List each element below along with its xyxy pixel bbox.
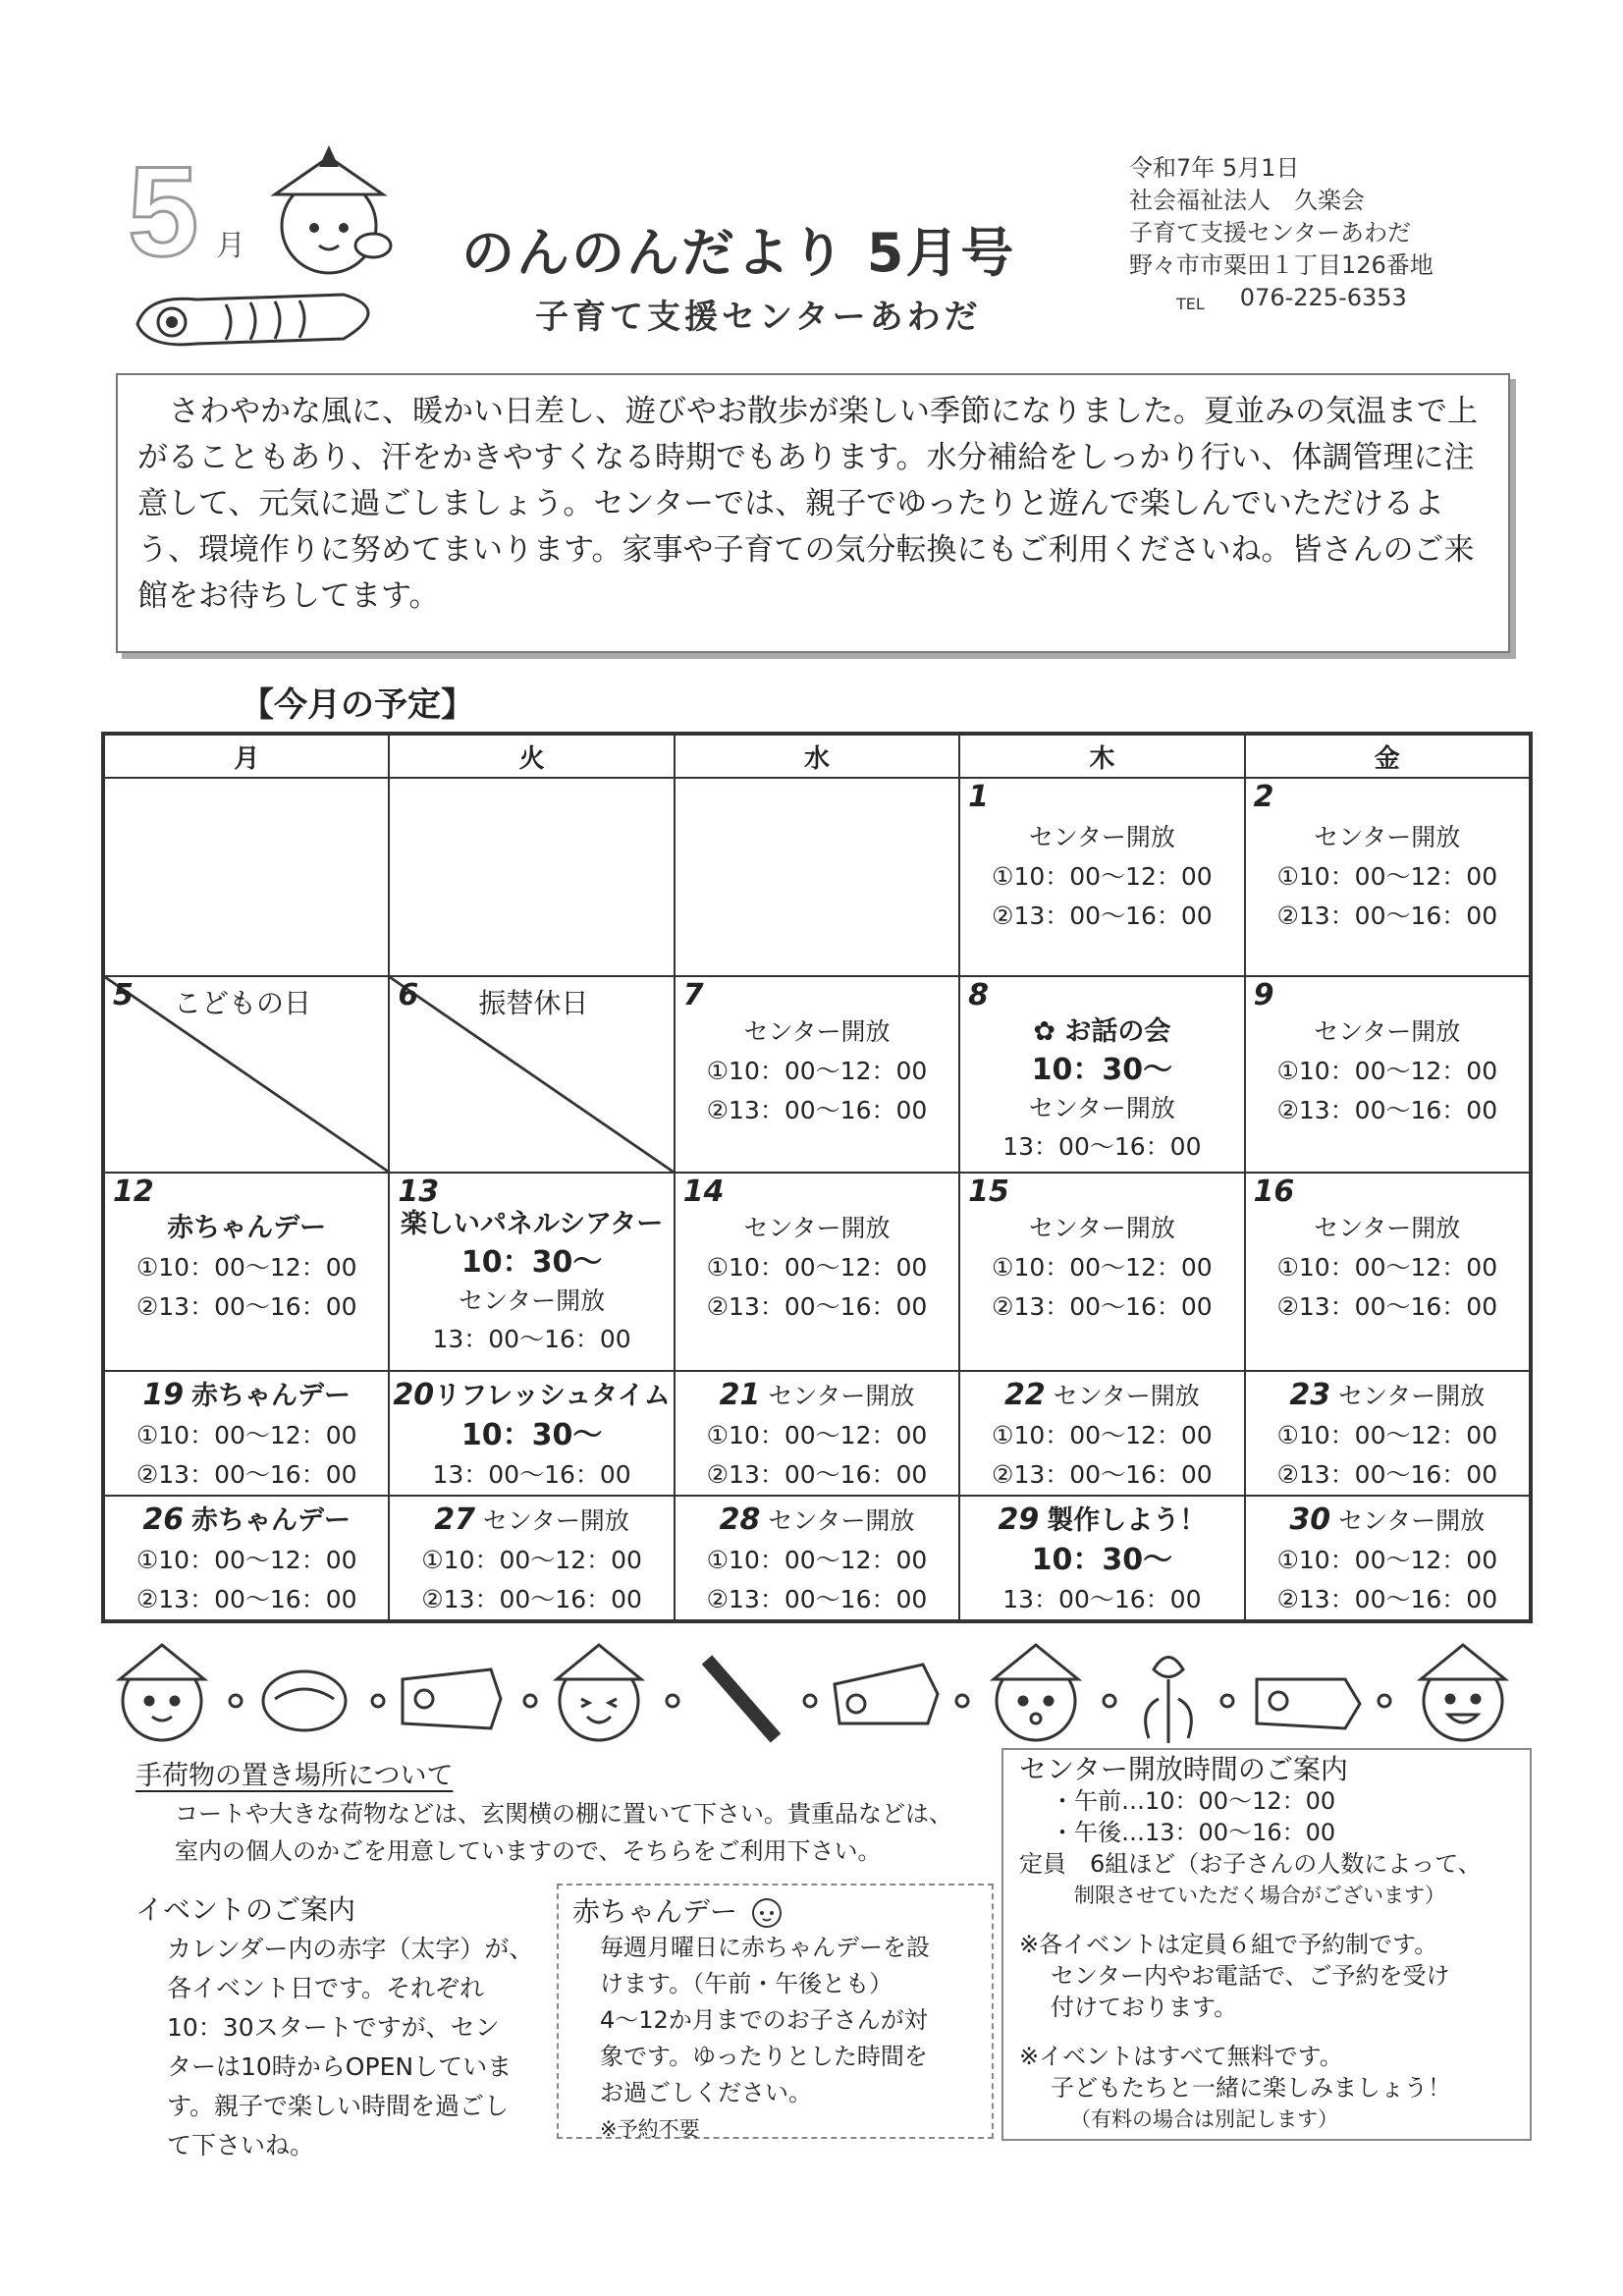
carp-streamer-icon: [403, 1669, 501, 1728]
open-label: センター開放: [482, 1506, 629, 1535]
calendar-cell-empty: [675, 778, 959, 976]
day-number: 23: [1289, 1378, 1331, 1412]
free-note: ※イベントはすべて無料です。: [1019, 2043, 1343, 2070]
calendar-cell-empty: [104, 778, 389, 976]
calendar-week: [104, 976, 1530, 1173]
calendar-cell: [675, 1173, 959, 1371]
carp-streamer-icon: [835, 1665, 938, 1723]
events-line: ターは10時からOPENしていま: [167, 2052, 513, 2081]
day-number: 28: [719, 1503, 761, 1537]
event-name: 赤ちゃんデー: [167, 1213, 327, 1243]
hours-heading: センター開放時間のご案内: [1019, 1753, 1348, 1785]
pm-hours: ②13：00～16：00: [1276, 1292, 1498, 1321]
open-label: センター開放: [1314, 1214, 1461, 1242]
calendar-cell: [1245, 778, 1530, 976]
am-hours: ①10：00～12：00: [992, 1253, 1213, 1282]
child-face-icon: [120, 1645, 204, 1740]
day-number: 20: [393, 1378, 435, 1412]
calendar-week: [104, 1496, 1530, 1620]
calendar-cell: [1245, 976, 1530, 1173]
hours-am: ・午前…10：00～12：00: [1051, 1787, 1336, 1815]
open-label: センター開放: [459, 1286, 606, 1315]
iris-flower-icon: [1146, 1658, 1192, 1744]
reservation-note: 付けております。: [1051, 1994, 1238, 2021]
pm-hours: 13：00～16：00: [1002, 1585, 1202, 1613]
newsletter-title: のんのんだより 5月号: [461, 222, 1016, 284]
am-hours: ①10：00～12：00: [1276, 1421, 1498, 1449]
open-label: センター開放: [768, 1506, 915, 1535]
am-hours: ①10：00～12：00: [1276, 1546, 1498, 1574]
schedule-heading: 【今月の予定】: [241, 685, 474, 725]
event-time: 10：30～: [460, 1418, 603, 1452]
open-label: センター開放: [1028, 1214, 1175, 1242]
calendar-cell: [389, 1173, 674, 1371]
newsletter-subtitle: 子育て支援センターあわだ: [535, 298, 982, 337]
child-face-icon: [1421, 1645, 1505, 1740]
free-note: 子どもたちと一緒に楽しみましょう！: [1051, 2074, 1451, 2102]
baby-face-icon: [747, 1895, 786, 1929]
pm-hours: ②13：00～16：00: [135, 1292, 357, 1321]
calendar-week: [104, 778, 1530, 976]
event-time: 10：30～: [1031, 1053, 1173, 1087]
open-label: センター開放: [1338, 1506, 1486, 1535]
child-face-icon: [557, 1645, 641, 1740]
am-hours: ①10：00～12：00: [706, 1057, 928, 1085]
day-number: 1: [968, 780, 990, 814]
day-number: 8: [968, 978, 990, 1012]
weekday-wed: 水: [675, 735, 959, 778]
day-number: 2: [1253, 780, 1274, 814]
day-number: 26: [142, 1503, 185, 1537]
pm-hours: ②13：00～16：00: [1276, 1460, 1498, 1489]
baby-day-line: 4～12か月までのお子さんが対: [600, 2006, 928, 2034]
am-hours: ①10：00～12：00: [135, 1253, 357, 1282]
calendar-cell-empty: [389, 778, 674, 976]
day-number: 13: [398, 1175, 440, 1209]
calendar-week: [104, 1173, 1530, 1371]
issue-date: 令和7年 5月1日: [1129, 154, 1300, 182]
pm-hours: 13：00～16：00: [432, 1460, 631, 1489]
baby-day-note: ※予約不要: [600, 2117, 700, 2141]
calendar-table: [103, 734, 1531, 1621]
am-hours: ①10：00～12：00: [992, 1421, 1213, 1449]
capacity-line: 制限させていただく場合がございます）: [1074, 1884, 1445, 1907]
baby-day-box: [557, 1884, 994, 2139]
am-hours: ①10：00～12：00: [706, 1546, 928, 1574]
pm-hours: ②13：00～16：00: [992, 902, 1213, 930]
calendar-cell: [959, 1496, 1244, 1620]
pm-hours: ②13：00～16：00: [1276, 1585, 1498, 1613]
child-face-icon: [994, 1645, 1078, 1740]
pm-hours: ②13：00～16：00: [706, 1096, 928, 1124]
baggage-notice: [135, 1758, 980, 1870]
day-number: 14: [682, 1175, 725, 1209]
events-line: 各イベント日です。それぞれ: [167, 1974, 485, 2002]
open-label: センター開放: [1028, 1094, 1175, 1122]
pm-hours: ②13：00～16：00: [706, 1460, 928, 1489]
am-hours: ①10：00～12：00: [706, 1253, 928, 1282]
event-name: リフレッシュタイム: [434, 1381, 671, 1411]
event-time: 10：30～: [460, 1245, 603, 1280]
day-number: 29: [998, 1503, 1040, 1537]
day-number: 12: [113, 1175, 154, 1209]
calendar-cell: [104, 1371, 389, 1496]
reservation-note: センター内やお電話で、ご予約を受け: [1051, 1962, 1450, 1990]
events-line: 10：30スタートですが、セン: [167, 2013, 500, 2042]
events-info: [135, 1890, 548, 2165]
day-number: 22: [1004, 1378, 1046, 1412]
pm-hours: ②13：00～16：00: [706, 1292, 928, 1321]
rice-cake-icon: [263, 1671, 346, 1730]
open-label: センター開放: [1338, 1382, 1486, 1410]
calendar-cell: [1245, 1173, 1530, 1371]
calendar-cell: [959, 976, 1244, 1173]
open-label: センター開放: [1314, 1017, 1461, 1046]
calendar-cell: [959, 1173, 1244, 1371]
calendar-cell: [675, 1371, 959, 1496]
pm-hours: ②13：00～16：00: [1276, 1096, 1498, 1124]
baggage-line: コートや大きな荷物などは、玄関横の棚に置いて下さい。貴重品などは、: [175, 1800, 952, 1828]
day-number: 16: [1253, 1175, 1295, 1209]
center-name: 子育て支援センターあわだ: [1129, 219, 1412, 246]
baby-day-line: お過ごしください。: [600, 2079, 812, 2106]
calendar-cell-holiday: [104, 976, 389, 1173]
tel-number: 076-225-6353: [1239, 284, 1407, 311]
free-note: （有料の場合は別記します）: [1070, 2107, 1338, 2131]
calendar-week: [104, 1371, 1530, 1496]
pm-hours: ②13：00～16：00: [1276, 902, 1498, 930]
weekday-thu: 木: [959, 735, 1244, 778]
calendar-cell: [675, 976, 959, 1173]
events-line: す。親子で楽しい時間を過ごし: [167, 2092, 510, 2120]
weekday-tue: 火: [389, 735, 674, 778]
calendar-cell: [1245, 1496, 1530, 1620]
day-number: 5: [113, 978, 134, 1012]
am-hours: ①10：00～12：00: [135, 1546, 357, 1574]
pm-hours: ②13：00～16：00: [135, 1460, 357, 1489]
issuer-block: [1129, 152, 1434, 320]
tel-line: [1129, 282, 1434, 320]
baby-day-line: 象です。ゆったりとした時間を: [600, 2043, 928, 2070]
calendar-cell: [389, 1371, 674, 1496]
capacity-line: 定員 6組ほど（お子さんの人数によって、: [1019, 1850, 1482, 1878]
events-line: て下さいね。: [167, 2131, 315, 2159]
day-number: 21: [719, 1378, 761, 1412]
intro-text: さわやかな風に、暖かい日差し、遊びやお散歩が楽しい季節になりました。夏並みの気温まで上がることもあり、汗をかきやすくなる時期でもあります。水分補給をしっかり行い、体調管理に注意して、元気に過ごしましょう。センターでは、親子でゆったりと遊んで楽しんでいただけるよう、環境作りに努めてまいります。家事や子育ての気分転換にもご利用くださいね。皆さんのご来館をお待ちしてます。: [137, 394, 1478, 614]
open-label: センター開放: [1053, 1382, 1200, 1410]
day-number: 6: [398, 978, 419, 1012]
day-number: 9: [1253, 978, 1274, 1012]
calendar-cell: [959, 778, 1244, 976]
event-name: 製作しよう！: [1047, 1505, 1207, 1536]
calendar-cell-holiday: [389, 976, 674, 1173]
am-hours: ①10：00～12：00: [135, 1421, 357, 1449]
calendar-cell: [1245, 1371, 1530, 1496]
carp-icon: [707, 1660, 776, 1738]
baggage-line: 室内の個人のかごを用意していますので、そちらをご利用下さい。: [175, 1837, 882, 1865]
calendar-cell: [675, 1496, 959, 1620]
open-label: センター開放: [1314, 823, 1461, 851]
event-name: 赤ちゃんデー: [191, 1505, 352, 1536]
day-number: 7: [682, 978, 704, 1012]
event-name: ✿ お話の会: [1033, 1016, 1171, 1047]
holiday-label: 振替休日: [478, 987, 589, 1019]
month-badge-number: 5: [128, 139, 199, 283]
pm-hours: ②13：00～16：00: [992, 1460, 1213, 1489]
calendar-cell: [959, 1371, 1244, 1496]
am-hours: ①10：00～12：00: [706, 1421, 928, 1449]
month-badge-suffix: 月: [216, 230, 245, 262]
pm-hours: ②13：00～16：00: [992, 1292, 1213, 1321]
open-label: センター開放: [768, 1382, 915, 1410]
baggage-heading: 手荷物の置き場所について: [135, 1761, 454, 1791]
pm-hours: ②13：00～16：00: [421, 1585, 642, 1613]
event-time: 10：30～: [1031, 1543, 1173, 1577]
day-number: 27: [434, 1503, 475, 1537]
am-hours: ①10：00～12：00: [1276, 1057, 1498, 1085]
event-name: 赤ちゃんデー: [191, 1381, 352, 1411]
open-label: センター開放: [743, 1214, 891, 1242]
am-hours: ①10：00～12：00: [1276, 862, 1498, 891]
hours-pm: ・午後…13：00～16：00: [1051, 1819, 1336, 1846]
tel-label: TEL: [1176, 295, 1205, 313]
carp-streamer-icon: [1257, 1679, 1360, 1728]
events-line: カレンダー内の赤字（太字）が、: [167, 1935, 534, 1963]
opening-hours-box: [1001, 1748, 1532, 2141]
weekday-fri: 金: [1245, 735, 1530, 778]
open-label: センター開放: [743, 1017, 891, 1046]
am-hours: ①10：00～12：00: [992, 862, 1213, 891]
event-name: 楽しいパネルシアター: [400, 1209, 664, 1239]
day-number: 30: [1289, 1503, 1331, 1537]
calendar-cell: [389, 1496, 674, 1620]
address: 野々市市粟田１丁目126番地: [1129, 251, 1434, 279]
calendar-cell: [104, 1496, 389, 1620]
organization-name: 社会福祉法人 久楽会: [1129, 187, 1365, 214]
month-carp-illustration: [118, 137, 452, 363]
reservation-note: ※各イベントは定員６組で予約制です。: [1019, 1931, 1438, 1958]
day-number: 15: [968, 1175, 1009, 1209]
decorative-illustration-strip: [108, 1640, 1522, 1748]
weekday-mon: 月: [104, 735, 389, 778]
pm-hours: ②13：00～16：00: [706, 1585, 928, 1613]
calendar-cell: [104, 1173, 389, 1371]
events-heading: イベントのご案内: [135, 1893, 356, 1926]
pm-hours: 13：00～16：00: [432, 1325, 631, 1353]
calendar: [101, 732, 1533, 1623]
am-hours: ①10：00～12：00: [1276, 1253, 1498, 1282]
baby-day-line: けます。（午前・午後とも）: [600, 1970, 893, 1997]
pm-hours: ②13：00～16：00: [135, 1585, 357, 1613]
baby-day-heading: 赤ちゃんデー: [572, 1895, 738, 1928]
holiday-label: こどもの日: [174, 987, 312, 1019]
pm-hours: 13：00～16：00: [1002, 1132, 1202, 1161]
am-hours: ①10：00～12：00: [421, 1546, 642, 1574]
weekday-header-row: [104, 735, 1530, 778]
intro-box: [116, 373, 1510, 653]
day-number: 19: [142, 1378, 185, 1412]
open-label: センター開放: [1028, 823, 1175, 851]
baby-day-line: 毎週月曜日に赤ちゃんデーを設: [600, 1934, 930, 1961]
